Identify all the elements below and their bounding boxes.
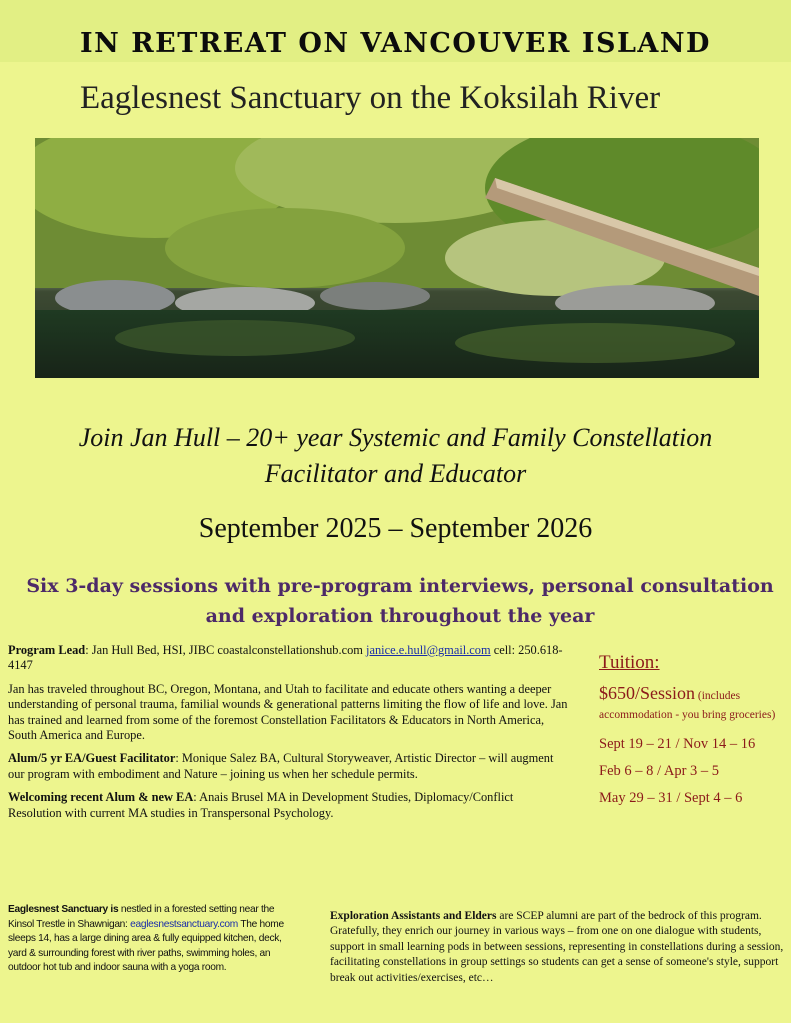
session-dates-row: May 29 – 31 / Sept 4 – 6 (599, 790, 743, 806)
sanctuary-description (8, 903, 298, 976)
tuition-title: Tuition: (599, 652, 660, 673)
tuition-panel (599, 652, 789, 817)
facilitator-intro (40, 420, 751, 492)
email-link[interactable]: janice.e.hull@gmail.com (366, 643, 491, 657)
sanctuary-link[interactable]: eaglesnestsanctuary.com (130, 918, 238, 930)
sessions-heading (15, 571, 785, 631)
river-photo-illustration (35, 138, 759, 378)
banner-title: IN RETREAT ON VANCOUVER ISLAND (80, 28, 711, 59)
assistants-description (330, 909, 785, 986)
alum-facilitator-text: : Monique Salez BA, Cultural Storyweaver, Artistic Director – will augment our program with embodiment and Nature – joining us when her schedule permits. (8, 751, 554, 781)
facilitator-intro-line2: Facilitator and Educator (264, 459, 527, 488)
sessions-heading-line1: Six 3-day sessions with pre-program interviews, personal consultation (26, 575, 774, 597)
page-subtitle: Eaglesnest Sanctuary on the Koksilah River (80, 80, 661, 116)
phone-text: cell: 250.618-4147 (8, 643, 563, 673)
sanctuary-label: Eaglesnest Sanctuary is (8, 904, 119, 915)
sanctuary-text1: nestled in a forested setting near the Kinsol Trestle in Shawnigan: (8, 904, 275, 930)
session-dates-row: Sept 19 – 21 / Nov 14 – 16 (599, 736, 756, 752)
alum-facilitator-label: Alum/5 yr EA/Guest Facilitator (8, 751, 176, 766)
bio-paragraph: Jan has traveled throughout BC, Oregon, Montana, and Utah to facilitate and educate others wanting a deeper understanding of personal trauma, familial wounds & generational patterns limiting the flow of life and love. Jan has trained and learned from some of the foremost Constellation Facilitators & Educators in North America, South America and Europe. (8, 681, 568, 743)
alum-facilitator-paragraph (8, 751, 570, 782)
tuition-price (599, 684, 789, 724)
program-lead-text: : Jan Hull Bed, HSI, JIBC coastalconstellationshub.com (85, 643, 367, 657)
assistants-text: are SCEP alumni are part of the bedrock of this program. Gratefully, they enrich our journey in various ways – from one on one dialogue with students, support in small learning pods in between sessions, representing in constellations during a session, facilitating constellations in group settings so students can get a sense of someone's style, support break out activities/exercises, etc… (330, 910, 784, 984)
assistants-label: Exploration Assistants and Elders (330, 910, 497, 922)
welcoming-text: : Anais Brusel MA in Development Studies, Diplomacy/Conflict Resolution with current MA studies in Transpersonal Psychology. (8, 790, 514, 820)
tuition-note: (includes accommodation - you bring groceries) (599, 690, 776, 721)
program-details (8, 643, 570, 829)
sanctuary-text2: The home sleeps 14, has a large dining area & fully equipped kitchen, deck, yard & surrounding forest with river paths, swimming holes, an outdoor hot tub and indoor sauna with a yoga room. (8, 918, 284, 973)
program-dates: September 2025 – September 2026 (198, 513, 593, 544)
welcoming-label: Welcoming recent Alum & new EA (8, 790, 194, 805)
session-dates-row: Feb 6 – 8 / Apr 3 – 5 (599, 763, 720, 779)
facilitator-intro-line1: Join Jan Hull – 20+ year Systemic and Family Constellation (78, 423, 713, 452)
welcoming-paragraph (8, 790, 570, 821)
river-photo (35, 138, 759, 378)
program-lead-label: Program Lead (8, 643, 86, 657)
tuition-amount: $650/Session (599, 683, 696, 703)
sessions-heading-line2: and exploration throughout the year (205, 605, 595, 627)
program-lead-paragraph (8, 643, 570, 674)
